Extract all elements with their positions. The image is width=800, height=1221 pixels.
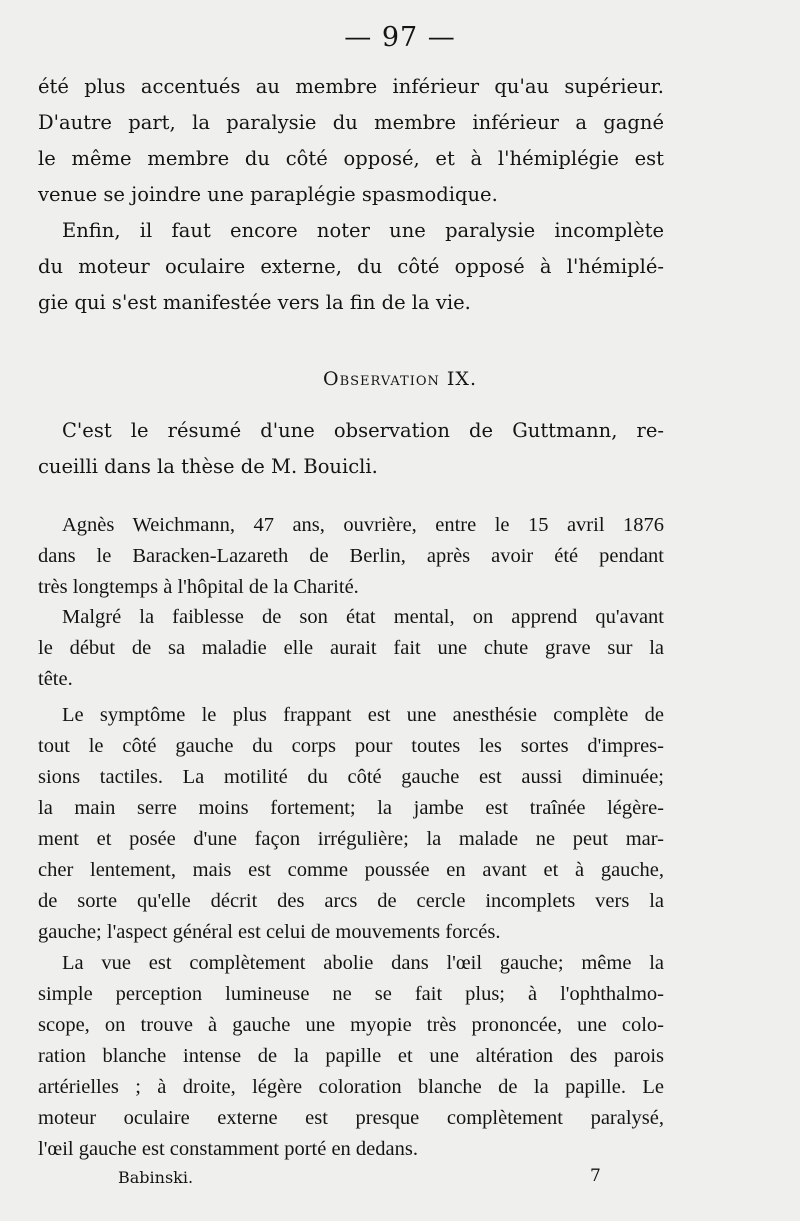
text-line: simple perception lumineuse ne se fait plus; à l'ophthalmo- [38,983,664,1005]
page-number: — 97 — [344,22,456,53]
text-line: du moteur oculaire externe, du côté opposé à l'hémiplé- [38,255,664,278]
text-line: dans le Baracken-Lazareth de Berlin, après avoir été pendant [38,545,664,567]
text-line: tête. [38,668,73,690]
text-line: Enfin, il faut encore noter une paralysie incomplète [62,219,664,242]
text-line: Agnès Weichmann, 47 ans, ouvrière, entre le 15 avril 1876 [62,514,664,536]
observation-heading: Observation IX. [323,368,477,390]
text-line: tout le côté gauche du corps pour toutes les sortes d'impres- [38,735,664,757]
sheet-number: 7 [590,1166,601,1186]
text-line: moteur oculaire externe est presque complètement paralysé, [38,1107,664,1129]
text-line: Malgré la faiblesse de son état mental, on apprend qu'avant [62,606,664,628]
text-line: gie qui s'est manifestée vers la fin de la vie. [38,291,471,314]
text-line: de sorte qu'elle décrit des arcs de cercle incomplets vers la [38,890,664,912]
text-line: ment et posée d'une façon irrégulière; la malade ne peut mar- [38,828,664,850]
text-line: gauche; l'aspect général est celui de mouvements forcés. [38,921,501,943]
text-line: l'œil gauche est constamment porté en dedans. [38,1138,418,1160]
text-line: artérielles ; à droite, légère coloration blanche de la papille. Le [38,1076,664,1098]
text-line: été plus accentués au membre inférieur qu'au supérieur. [38,75,664,98]
text-line: ration blanche intense de la papille et une altération des parois [38,1045,664,1067]
text-line: sions tactiles. La motilité du côté gauche est aussi diminuée; [38,766,664,788]
text-line: Le symptôme le plus frappant est une anesthésie complète de [62,704,664,726]
text-line: D'autre part, la paralysie du membre inférieur a gagné [38,111,664,134]
text-line: très longtemps à l'hôpital de la Charité. [38,576,359,598]
text-line: la main serre moins fortement; la jambe est traînée légère- [38,797,664,819]
text-line: La vue est complètement abolie dans l'œil gauche; même la [62,952,664,974]
text-line: cueilli dans la thèse de M. Bouicli. [38,455,378,478]
text-line: le même membre du côté opposé, et à l'hémiplégie est [38,147,664,170]
text-line: C'est le résumé d'une observation de Guttmann, re- [62,419,664,442]
text-line: le début de sa maladie elle aurait fait une chute grave sur la [38,637,664,659]
text-line: venue se joindre une paraplégie spasmodique. [38,183,498,206]
text-line: scope, on trouve à gauche une myopie très prononcée, une colo- [38,1014,664,1036]
signature-mark: Babinski. [118,1168,194,1187]
text-line: cher lentement, mais est comme poussée en avant et à gauche, [38,859,664,881]
